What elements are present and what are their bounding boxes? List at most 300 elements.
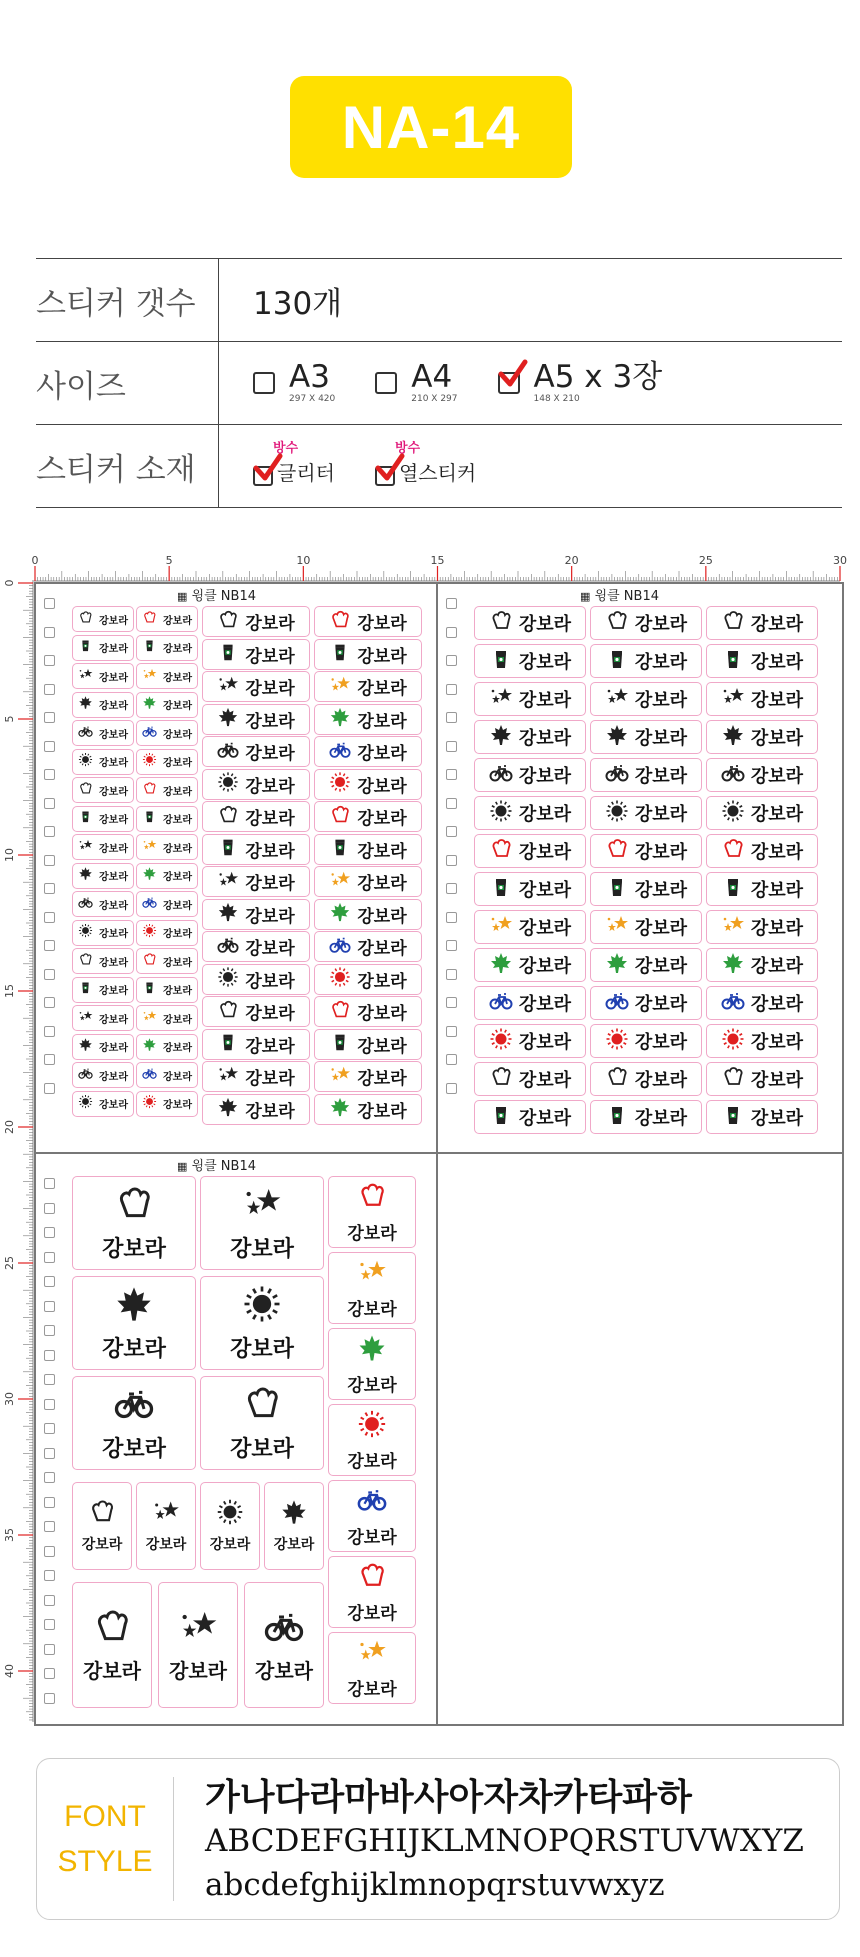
name-sticker [474,1100,586,1134]
size-text [533,359,663,404]
sticker-name: 강보라 [163,672,192,684]
name-sticker [202,606,310,637]
sticker-name: 강보라 [518,994,572,1015]
name-sticker [590,606,702,640]
size-name: A4 [411,359,453,395]
material-checkbox[interactable] [253,466,273,486]
sticker-name: 강보라 [634,766,688,787]
waterproof-tag: 방수 [273,440,299,456]
sticker-name: 강보라 [99,929,128,940]
size-dimensions: 210 X 297 [411,394,458,404]
popcorn-icon [78,610,93,629]
name-sticker [314,866,422,897]
material-name: 글리터 [277,460,335,485]
sticker-name: 강보라 [245,874,295,894]
bicycle-icon [142,1066,157,1085]
name-sticker [590,872,702,906]
name-sticker [136,806,198,832]
ruler-v-label: 30 [3,1392,16,1406]
waterproof-tag: 방수 [394,440,421,456]
sticker-name: 강보라 [357,679,407,699]
maple-leaf-icon [78,1037,93,1056]
cup-icon [605,875,629,903]
name-sticker [474,720,586,754]
stars-icon [329,869,351,895]
size-option-2[interactable] [498,359,663,404]
sticker-name: 강보라 [518,1108,572,1129]
sticker-name: 강보라 [357,776,407,797]
size-checkbox[interactable] [375,372,397,394]
stars-icon [142,667,157,686]
popcorn-icon [142,952,157,971]
sticker-name: 강보라 [245,1101,295,1122]
name-sticker [706,910,818,944]
sticker-name: 강보라 [518,614,572,635]
popcorn-icon [78,781,93,800]
sticker-name: 강보라 [99,758,128,769]
registration-mark [44,1693,55,1704]
name-sticker [200,1176,324,1270]
registration-mark [44,855,55,866]
cup-icon [329,836,351,862]
cup-icon [78,980,93,999]
name-sticker [314,964,422,995]
bicycle-icon [721,989,745,1017]
name-sticker [706,872,818,906]
name-sticker [328,1632,416,1704]
sticker-name: 강보라 [750,614,804,635]
sticker-name: 강보라 [102,1336,166,1362]
sticker-name: 강보라 [169,1658,227,1683]
bicycle-icon [264,1607,304,1651]
sticker-name: 강보라 [518,918,572,939]
count-label: 스티커 갯수 [36,259,219,341]
stars-icon [78,838,93,857]
sticker-sheet [34,582,440,1156]
popcorn-icon [605,1065,629,1093]
registration-mark [44,1423,55,1434]
cup-icon [721,1103,745,1131]
ruler-v-label: 5 [3,715,16,723]
name-sticker [474,1024,586,1058]
sticker-name: 강보라 [347,1679,397,1700]
cup-icon [142,980,157,999]
sticker-name: 강보라 [99,615,128,627]
sticker-sheet [436,582,844,1156]
name-sticker [72,1176,196,1270]
sticker-name: 강보라 [347,1223,397,1244]
name-sticker [590,986,702,1020]
name-sticker [474,644,586,678]
name-sticker [328,1556,416,1628]
registration-mark [446,712,457,723]
name-sticker [474,796,586,830]
name-sticker [706,606,818,640]
name-sticker [244,1582,324,1708]
name-sticker [136,777,198,803]
size-label: 사이즈 [36,342,219,424]
name-sticker [706,1062,818,1096]
sticker-name: 강보라 [230,1336,294,1362]
cup-icon [217,1031,239,1057]
size-text [289,359,336,404]
sun-icon [78,923,93,942]
sticker-name: 강보라 [99,701,128,712]
sticker-name: 강보라 [634,804,688,825]
sheet-label-text: 윙클 NB14 [594,589,659,604]
sticker-name: 강보라 [99,1071,128,1083]
popcorn-icon [329,804,351,830]
size-option-1[interactable] [375,359,458,404]
registration-mark [44,627,55,638]
name-sticker [314,834,422,865]
name-sticker [202,769,310,800]
sheet-label-text: 윙클 NB14 [191,1159,256,1174]
sticker-name: 강보라 [518,766,572,787]
name-sticker [706,758,818,792]
name-sticker [136,1091,198,1117]
material-option-1[interactable] [375,440,477,486]
name-sticker [474,948,586,982]
sticker-name: 강보라 [634,1070,688,1091]
sticker-name: 강보라 [245,841,295,862]
vertical-ruler [0,580,34,1722]
sun-icon [605,799,629,827]
size-checkbox[interactable] [498,372,520,394]
name-sticker [72,977,134,1003]
popcorn-icon [217,999,239,1025]
material-option-0[interactable] [253,440,335,486]
bicycle-icon [142,724,157,743]
registration-mark [44,1374,55,1385]
name-sticker [72,920,134,946]
ruler-v-label: 40 [3,1664,16,1678]
sticker-name: 강보라 [163,900,192,912]
name-sticker [314,769,422,800]
sticker-name: 강보라 [518,652,572,673]
maple-leaf-icon [78,866,93,885]
sticker-name: 강보라 [518,842,572,863]
name-sticker [314,1029,422,1060]
name-sticker [314,996,422,1027]
cup-icon [217,836,239,862]
name-sticker [202,996,310,1027]
sun-icon [142,752,157,771]
sticker-name: 강보라 [750,804,804,825]
maple-leaf-icon [329,901,351,927]
name-sticker [202,736,310,767]
size-option-0[interactable] [253,359,336,404]
name-sticker [706,682,818,716]
horizontal-ruler [31,548,847,582]
material-checkbox[interactable] [375,466,395,486]
sticker-name: 강보라 [750,1032,804,1053]
name-sticker [202,899,310,930]
bicycle-icon [329,934,351,960]
name-sticker [136,1034,198,1060]
stars-icon [605,685,629,713]
maple-leaf-icon [217,706,239,732]
grid-icon: ▦ [177,1160,188,1173]
registration-mark [44,684,55,695]
sticker-name: 강보라 [230,1236,294,1262]
name-sticker [202,866,310,897]
name-sticker [590,910,702,944]
maple-leaf-icon [329,1096,351,1122]
sticker-name: 강보라 [750,1108,804,1129]
sticker-name: 강보라 [634,994,688,1015]
sticker-name: 강보라 [245,809,295,829]
sticker-name: 강보라 [245,744,295,764]
registration-mark [44,1570,55,1581]
registration-mark [44,826,55,837]
registration-mark [446,1083,457,1094]
sun-icon [217,771,239,797]
sticker-name: 강보라 [102,1236,166,1262]
name-sticker [136,720,198,746]
sticker-name: 강보라 [163,1100,192,1111]
name-sticker [590,758,702,792]
name-sticker [590,834,702,868]
stars-icon [605,913,629,941]
ruler-h-label: 5 [165,554,173,567]
registration-mark [446,969,457,980]
registration-mark [44,912,55,923]
sticker-name: 강보라 [357,711,407,732]
sticker-name: 강보라 [99,729,128,741]
registration-mark [446,826,457,837]
sticker-name: 강보라 [99,1100,128,1111]
maple-leaf-icon [142,1037,157,1056]
popcorn-icon [142,610,157,629]
name-sticker [706,1024,818,1058]
ruler-v-label: 0 [3,579,16,587]
sticker-name: 강보라 [357,1004,407,1024]
cup-icon [142,638,157,657]
name-sticker [136,1062,198,1088]
name-sticker [706,720,818,754]
sheet-label [177,585,256,604]
name-sticker [136,635,198,661]
stars-icon [357,1257,387,1291]
name-sticker [72,663,134,689]
registration-mark [44,1399,55,1410]
sticker-name: 강보라 [750,652,804,673]
sun-icon [721,1027,745,1055]
sticker-name: 강보라 [245,1036,295,1057]
sticker-name: 강보라 [357,809,407,829]
registration-mark [446,769,457,780]
sticker-name: 강보라 [357,906,407,927]
ruler-v-label: 25 [3,1256,16,1270]
registration-mark [44,1497,55,1508]
name-sticker [314,899,422,930]
bicycle-icon [78,895,93,914]
sticker-name: 강보라 [163,957,192,969]
registration-mark [44,1301,55,1312]
name-sticker [136,1482,196,1570]
sticker-name: 강보라 [99,1043,128,1054]
registration-mark [44,712,55,723]
sticker-name: 강보라 [163,815,192,826]
sticker-name: 강보라 [634,652,688,673]
stars-icon [217,869,239,895]
name-sticker [136,977,198,1003]
name-sticker [72,1482,132,1570]
name-sticker [590,1024,702,1058]
sticker-name: 강보라 [634,690,688,711]
material-name: 열스티커 [398,460,477,485]
name-sticker [200,1276,324,1370]
name-sticker [72,863,134,889]
spec-table [36,258,842,508]
maple-leaf-icon [329,706,351,732]
cup-icon [605,1103,629,1131]
registration-mark [44,1227,55,1238]
name-sticker [314,671,422,702]
sticker-name: 강보라 [245,1004,295,1024]
sticker-name: 강보라 [750,880,804,901]
name-sticker [72,1376,196,1470]
registration-mark [44,1276,55,1287]
sticker-name: 강보라 [750,842,804,863]
stars-icon [152,1498,180,1530]
name-sticker [136,606,198,632]
ruler-v-label: 20 [3,1120,16,1134]
font-divider [173,1777,174,1901]
sticker-name: 강보라 [99,843,128,855]
sticker-name: 강보라 [163,1071,192,1083]
sticker-name: 강보라 [357,744,407,764]
sun-icon [78,1094,93,1113]
maple-leaf-icon [142,695,157,714]
sticker-name: 강보라 [99,644,128,655]
bicycle-icon [217,934,239,960]
name-sticker [328,1252,416,1324]
registration-mark [44,1595,55,1606]
ruler-h-label: 0 [31,554,39,567]
name-sticker [136,891,198,917]
ruler-h-label: 20 [564,554,579,567]
sticker-name: 강보라 [357,646,407,667]
sticker-name: 강보라 [245,614,295,634]
maple-leaf-icon [217,1096,239,1122]
font-style-label [37,1759,173,1919]
bicycle-icon [78,724,93,743]
sticker-name: 강보라 [230,1436,294,1462]
sticker-name: 강보라 [99,815,128,826]
maple-leaf-icon [489,951,513,979]
name-sticker [706,834,818,868]
name-sticker [474,1062,586,1096]
sun-icon [217,966,239,992]
name-sticker [706,1100,818,1134]
font-sample-upper: ABCDEFGHIJKLMNOPQRSTUVWXYZ [205,1823,804,1859]
sticker-name: 강보라 [634,918,688,939]
bicycle-icon [489,989,513,1017]
maple-leaf-icon [721,723,745,751]
sticker-name: 강보라 [357,971,407,992]
registration-mark [446,1026,457,1037]
name-sticker [72,834,134,860]
spec-row-material [36,424,842,508]
sticker-name: 강보라 [750,1070,804,1091]
sun-icon [489,1027,513,1055]
sticker-name: 강보라 [634,614,688,635]
name-sticker [202,931,310,962]
registration-mark [446,997,457,1008]
name-sticker [202,964,310,995]
maple-leaf-icon [489,723,513,751]
registration-mark [446,598,457,609]
name-sticker [590,644,702,678]
sticker-name: 강보라 [163,615,192,627]
name-sticker [474,682,586,716]
sticker-name: 강보라 [518,804,572,825]
stars-icon [217,674,239,700]
sticker-name: 강보라 [255,1658,313,1683]
stars-icon [489,685,513,713]
cup-icon [489,875,513,903]
stars-icon [142,1009,157,1028]
name-sticker [72,1062,134,1088]
name-sticker [136,663,198,689]
registration-mark [44,1054,55,1065]
name-sticker [314,931,422,962]
popcorn-icon [242,1384,282,1428]
font-sample-korean: 가나다라마바사아자차카타파하 [205,1777,692,1818]
popcorn-icon [88,1498,116,1530]
stars-icon [329,674,351,700]
name-sticker [474,606,586,640]
name-sticker [200,1482,260,1570]
size-name: A3 [289,359,330,395]
size-dimensions: 148 X 210 [533,394,580,404]
registration-mark [44,1203,55,1214]
name-sticker [136,834,198,860]
registration-mark [44,969,55,980]
sticker-name: 강보라 [518,1070,572,1091]
name-sticker [136,948,198,974]
name-sticker [474,872,586,906]
popcorn-icon [721,837,745,865]
sun-icon [142,923,157,942]
popcorn-icon [605,609,629,637]
sticker-name: 강보라 [347,1375,397,1396]
cup-icon [721,875,745,903]
name-sticker [72,1091,134,1117]
name-sticker [202,1029,310,1060]
maple-leaf-icon [78,695,93,714]
registration-mark [446,912,457,923]
sticker-name: 강보라 [245,939,295,959]
name-sticker [136,1005,198,1031]
sticker-name: 강보라 [99,986,128,997]
name-sticker [136,920,198,946]
sun-icon [216,1498,244,1530]
name-sticker [314,1094,422,1125]
sticker-name: 강보라 [518,880,572,901]
sticker-name: 강보라 [163,872,192,883]
popcorn-icon [357,1181,387,1215]
sticker-name: 강보라 [347,1527,397,1548]
name-sticker [202,639,310,670]
stars-icon [217,1064,239,1090]
name-sticker [72,1276,196,1370]
sticker-name: 강보라 [83,1658,141,1683]
size-checkbox[interactable] [253,372,275,394]
registration-mark [44,1026,55,1037]
